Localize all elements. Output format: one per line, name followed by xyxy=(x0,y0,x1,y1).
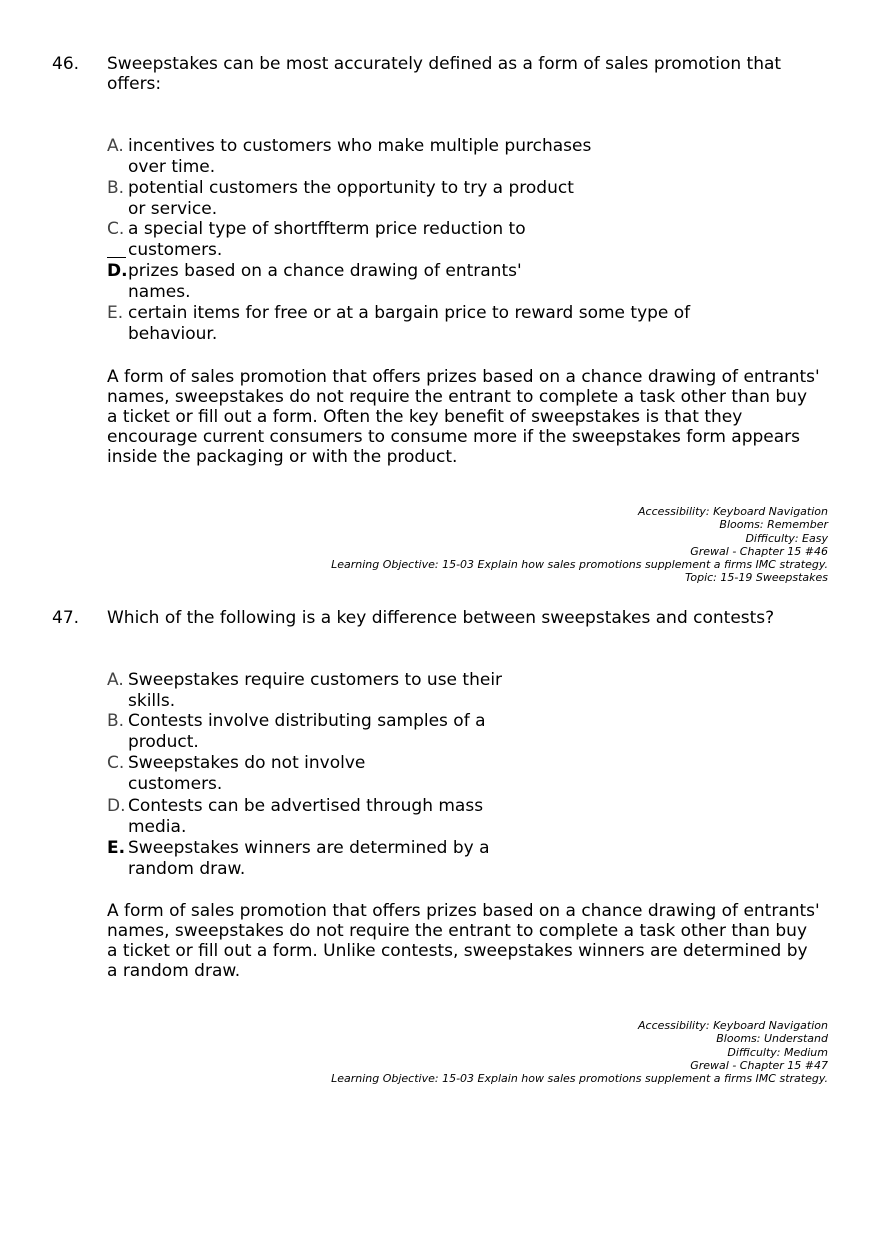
option-letter: C. xyxy=(107,753,125,773)
option-text-line2: behaviour. xyxy=(128,323,218,344)
option-text-line2: over time. xyxy=(128,156,216,177)
option-text-line1: incentives to customers who make multiple purchases xyxy=(128,136,592,156)
question-metadata xyxy=(228,505,828,585)
option-letter-correct: D. xyxy=(107,261,128,281)
option-letter: A. xyxy=(107,670,124,690)
option-text-line1: Contests can be advertised through mass xyxy=(128,796,484,816)
option-letter: B. xyxy=(107,711,125,731)
meta-blooms: Blooms: Understand xyxy=(716,1032,828,1046)
option-letter-correct: E. xyxy=(107,838,126,858)
option-text-line1: potential customers the opportunity to try a product xyxy=(128,178,574,198)
option-text-line2: customers. xyxy=(128,773,223,794)
option-text-line1: certain items for free or at a bargain price to reward some type of xyxy=(128,303,691,323)
option-text-line1: Sweepstakes do not involve xyxy=(128,753,366,773)
option-letter: D. xyxy=(107,796,126,816)
explanation: A form of sales promotion that offers prizes based on a chance drawing of entrants' names, sweepstakes do not require the entrant to complete a task other than buy a ticket or fill out a form. Often the key benefit of sweepstakes is that they encourage current consumers to consume more if the sweepstakes form appears inside the packaging or with the product. xyxy=(107,367,820,467)
option-d xyxy=(107,796,667,837)
option-text-line2: customers. xyxy=(107,240,667,261)
option-text-line1: prizes based on a chance drawing of entrants' xyxy=(128,261,522,281)
meta-difficulty: Difficulty: Medium xyxy=(727,1045,828,1059)
option-letter: B. xyxy=(107,178,125,198)
option-b xyxy=(107,178,667,219)
explanation: A form of sales promotion that offers prizes based on a chance drawing of entrants' names, sweepstakes do not require the entrant to complete a task other than buy a ticket or fill out a form. Unlike contests, sweepstakes winners are determined by a random draw. xyxy=(107,901,820,981)
option-e-correct xyxy=(107,838,667,879)
option-letter: E. xyxy=(107,303,124,323)
option-text-line1: Sweepstakes require customers to use their xyxy=(128,670,503,690)
question-text: Which of the following is a key difference between sweepstakes and contests? xyxy=(107,608,775,628)
option-text-line2: product. xyxy=(128,731,199,752)
meta-accessibility: Accessibility: Keyboard Navigation xyxy=(638,1019,828,1032)
meta-accessibility: Accessibility: Keyboard Navigation xyxy=(638,505,828,518)
option-text-line2: names. xyxy=(128,281,191,302)
option-text-line2: or service. xyxy=(128,198,218,219)
option-a xyxy=(107,670,667,711)
option-text-line2: media. xyxy=(128,816,187,837)
question-number: 46. xyxy=(52,54,80,74)
option-c xyxy=(107,753,667,794)
option-text-line1: Contests involve distributing samples of a xyxy=(128,711,486,731)
option-letter: A. xyxy=(107,136,124,156)
question-metadata xyxy=(228,1019,828,1085)
option-d-correct xyxy=(107,261,667,302)
option-b xyxy=(107,711,667,752)
meta-blooms: Blooms: Remember xyxy=(719,518,828,532)
option-c xyxy=(107,219,667,260)
meta-learning-objective: Learning Objective: 15-03 Explain how sales promotions supplement a firms IMC strategy. xyxy=(331,1072,828,1086)
option-text-line1: a special type of shortffterm price reduction to xyxy=(128,219,526,239)
option-text-line2: skills. xyxy=(128,690,176,711)
meta-topic: Topic: 15-19 Sweepstakes xyxy=(685,571,828,585)
question-text: Sweepstakes can be most accurately defined as a form of sales promotion that offers: xyxy=(107,54,782,94)
meta-difficulty: Difficulty: Easy xyxy=(745,531,828,545)
option-e xyxy=(107,303,747,344)
option-text-line2: random draw. xyxy=(128,858,246,879)
option-a xyxy=(107,136,667,177)
option-text-line1: Sweepstakes winners are determined by a xyxy=(128,838,490,858)
meta-chapter: Grewal - Chapter 15 #46 xyxy=(690,544,828,558)
question-number: 47. xyxy=(52,608,80,628)
option-letter: C. xyxy=(107,219,125,239)
meta-chapter: Grewal - Chapter 15 #47 xyxy=(690,1058,828,1072)
meta-learning-objective: Learning Objective: 15-03 Explain how sales promotions supplement a firms IMC strategy. xyxy=(331,558,828,572)
